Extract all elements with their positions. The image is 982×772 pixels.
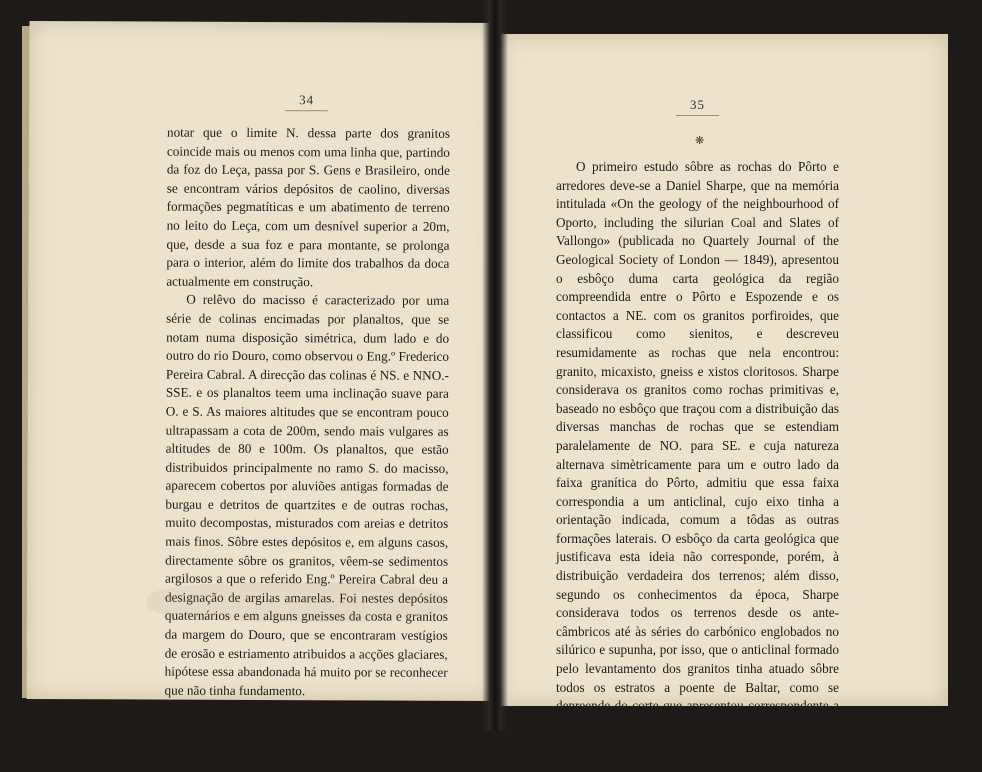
page-number-right: 35: [690, 97, 705, 112]
paragraph: Com o estudo de Nery Delgado, sôbre o sistema: [576, 754, 831, 769]
paragraph: notar que o limite N. dessa parte dos granitos coincide mais ou menos com uma linha que, partindo da foz do Leça, passa por S. Gens e Brasileiro, onde se encontram vários depósitos de caolino, diversas formações pegmatíticas e um abatimento de terreno no leito do Leça, com um desnível superior a 20m, que, desde a sua foz e para montante, se prolonga para o interior, além do limite dos trabalhos da doca actualmente em construção.: [166, 124, 451, 289]
right-page: [498, 34, 948, 769]
left-page: [27, 21, 498, 701]
paragraph: O relêvo do macisso é caracterizado por uma série de colinas encimadas por planaltos, que se notam numa disposição simétrica, dum lado e do outro do rio Douro, como observou o Eng.º Frederico Pereira Cabral. A direcção das colinas é NS. e NNO.-SSE. e os planaltos teem uma inclinação suave para O. e S. As maiores altitudes que se encontram pouco ultrapassam a cota de 200m, sendo mais vulgares as altitudes de 80 e 100m. Os planaltos, que estão distribuidos principalmente no ramo S. do macisso, aparecem cobertos por aluviões antigas formadas de burgau e detritos de quartzites e de outras rochas, muito decompostas, misturados com areias e detritos mais finos. Sôbre estes depósitos e, em alguns casos, directamente sôbre os granitos, vêem-se sedimentos argilosos a que o referido Eng.º Pereira Cabral deu a designação de argilas amarelas. Foi nestes depósitos quaternários e em alguns gneisses da costa e granitos da margem do Douro, que se encontraram vestígios de erosão e estriamento atribuidos a acções glaciares, hipótese essa abandonada há muito por se reconhecer que não tinha fundamento.: [164, 292, 450, 699]
right-page-text: [556, 158, 839, 772]
ornament-icon: ❋: [695, 135, 705, 147]
page-number-left: 34: [299, 92, 315, 108]
paper-stain: [147, 582, 447, 623]
book-gutter: [482, 0, 508, 730]
paragraph: O primeiro estudo sôbre as rochas do Pôrto e arredores deve-se a Daniel Sharpe, que na memória intitulada «On the geology of the neighbourhood of Oporto, including the silurian Coal and Slates of Vallongo» (publicada no Quartely Journal of the Geological Society of London — 1849), apresentou o esbôço duma carta geológica da região compreendida entre o Pôrto e Espozende e os contactos a NE. com os granitos porfiroides, que classificou como sienitos, e descreveu resumidamente as rochas que nela encontrou: granito, micaxisto, gneiss e xistos cloritosos. Sharpe considerava os granitos como rochas primitivas e, baseado no esbôço que traçou com a distribuição das diversas manchas de rochas que se estendiam paralelamente de NO. para SE. e cuja natureza alternava simètricamente para um e outro lado da faixa granítica do Pôrto, admitiu que essa faixa correspondia a um anticlinal, cujo eixo tinha a orientação indicada, comum a tôdas as outras formações laterais. O esbôço da carta geológica que justificava esta ideia não corresponde, porém, à distribuição verdadeira dos terrenos; além disso, segundo os conhecimentos da época, Sharpe considerava todos os terrenos desde os ante-câmbricos até às séries do carbónico englobados no silúrico e supunha, por isso, que o anticlinal formado pelo levantamento dos granitos tinha atuado sôbre todos os estratos a poente de Baltar, como se depreende do corte que apresentou correspondente a uma linha que partia da foz do Douro até atingir os granitos porfiroides naquela povoação.: [556, 159, 839, 751]
